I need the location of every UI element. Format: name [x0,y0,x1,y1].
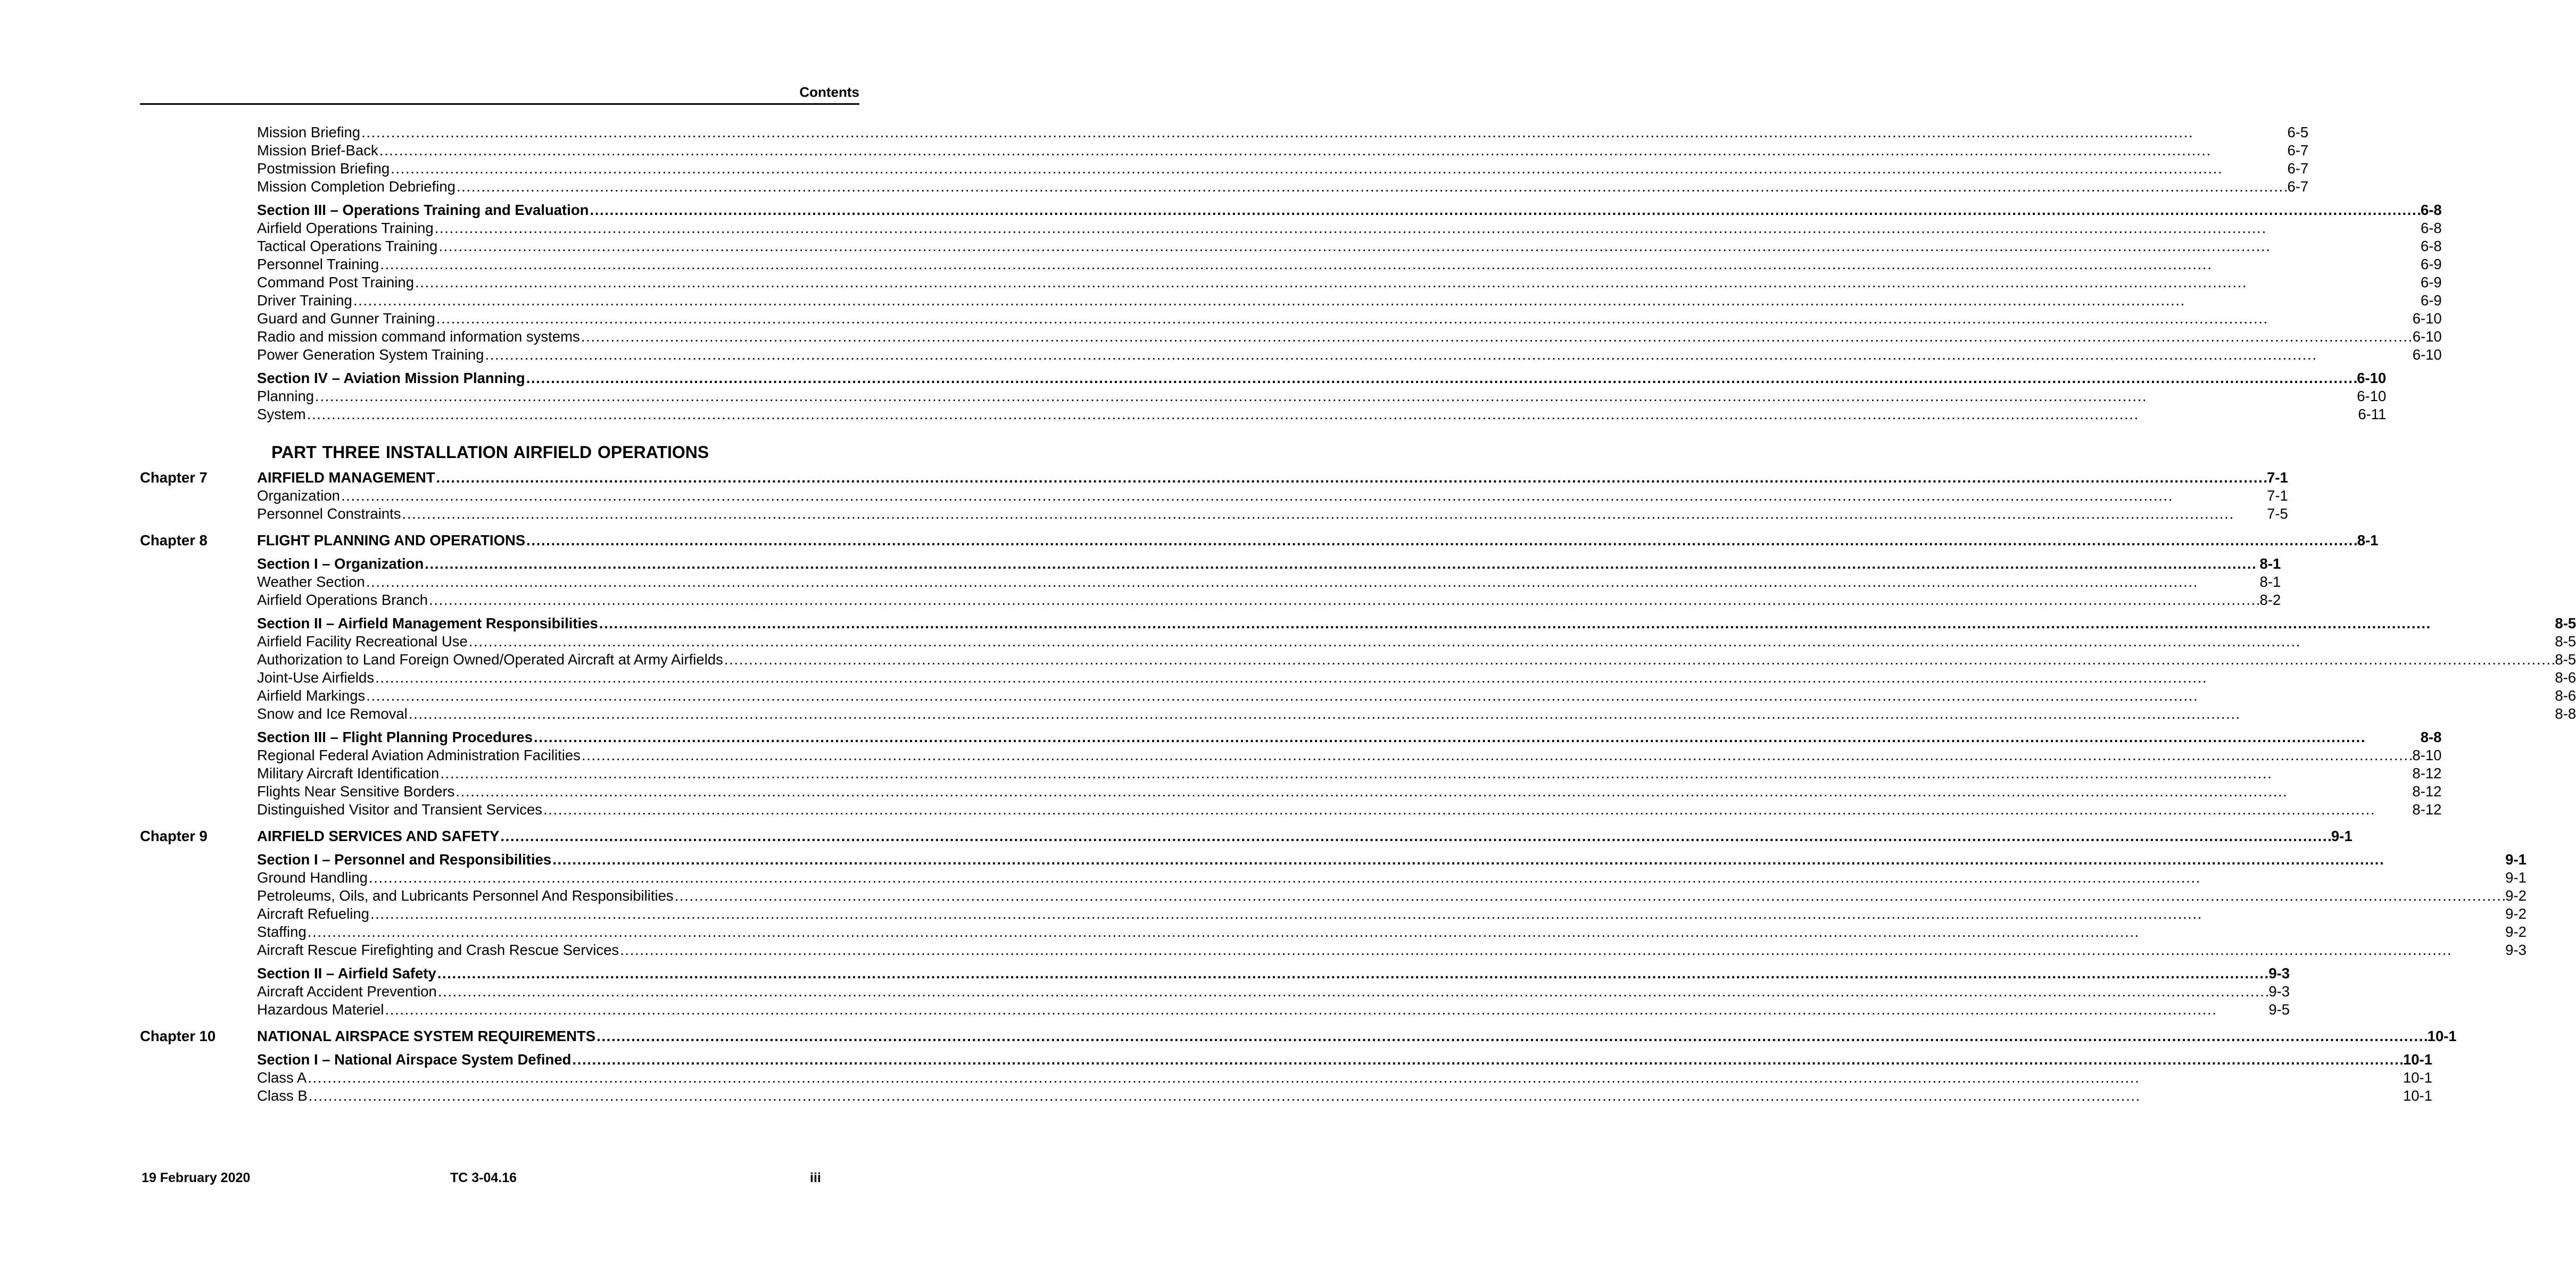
toc-entry[interactable] [257,328,2442,346]
entry-page: 8-2 [2259,592,2281,608]
entry-page: 8-1 [2259,573,2281,590]
toc-entry[interactable] [257,405,2386,423]
entry-page: 9-3 [2268,983,2290,1000]
entry-page: 6-10 [2357,388,2387,404]
toc-entry[interactable] [257,941,2527,959]
entry-page: 6-8 [2420,238,2442,254]
entry-page: 10-1 [2403,1069,2432,1086]
toc-section-heading[interactable] [257,1051,2432,1069]
entry-page: 8-10 [2412,747,2442,763]
entry-page: 6-10 [2412,328,2442,345]
toc-entry[interactable] [257,869,2527,887]
entry-title: Class B [257,1087,308,1104]
entry-page: 9-2 [2505,924,2527,940]
entries [257,1027,2457,1045]
toc-entry[interactable] [257,1087,2432,1105]
entry-title: Petroleums, Oils, and Lubricants Personnel And Responsibilities [257,887,674,904]
entry-title: Organization [257,487,340,504]
footer-document-id: TC 3-04.16 [450,1170,517,1185]
entry-page: 8-12 [2412,765,2442,781]
toc-entry[interactable] [257,273,2442,292]
chapter-label [140,1051,257,1105]
entry-page: 6-9 [2420,274,2442,290]
entry-title: Section III – Operations Training and Evaluation [257,202,589,218]
header-rule [140,103,859,105]
entry-title: Class A [257,1069,307,1086]
entry-page: 7-1 [2267,487,2288,504]
entry-title: Section IV – Aviation Mission Planning [257,370,525,386]
entry-page: 7-1 [2267,469,2288,486]
toc-group [140,123,2309,196]
toc-entry[interactable] [257,573,2281,591]
entry-page: 6-9 [2420,256,2442,272]
page-header-title: Contents [799,84,859,100]
toc-section-heading[interactable] [257,964,2290,983]
entry-page: 6-9 [2420,292,2442,309]
footer-date: 19 February 2020 [142,1170,251,1185]
entry-title: Section I – National Airspace System Defined [257,1051,571,1068]
entry-title: Command Post Training [257,274,414,290]
entry-title: Mission Briefing [257,124,361,140]
toc-entry[interactable] [257,505,2288,523]
chapter-label [140,851,257,959]
toc-section-heading[interactable] [257,614,2576,633]
toc-section-heading[interactable] [257,555,2281,573]
chapter-label [140,555,257,609]
toc-chapter-group [140,827,2353,845]
toc-section-heading[interactable] [257,851,2527,869]
entry-page: 6-8 [2420,220,2442,236]
toc-entry[interactable] [257,591,2281,609]
entry-title: Aircraft Rescue Firefighting and Crash Rescue Services [257,942,619,958]
toc-section-heading[interactable] [257,201,2442,219]
chapter-label [140,123,257,196]
entry-page: 8-12 [2412,783,2442,800]
entry-page: 10-1 [2403,1051,2432,1068]
toc-group [140,728,2442,819]
toc-group [140,369,2387,423]
entries [257,531,2378,550]
toc-group [140,614,2576,723]
entry-page: 8-8 [2420,729,2442,745]
toc-entry[interactable] [257,983,2290,1001]
entries [257,827,2353,845]
entry-page: 6-10 [2357,370,2387,386]
toc-entry[interactable] [257,123,2308,142]
entry-page: 9-2 [2505,905,2527,922]
toc-entry[interactable] [257,1069,2432,1087]
entry-title: System [257,406,306,422]
chapter-label [140,964,257,1019]
toc-entry[interactable] [257,160,2308,178]
entry-title: Section I – Personnel and Responsibilities [257,851,552,868]
toc-chapter-group [140,1027,2457,1045]
entry-title: Section II – Airfield Safety [257,965,436,982]
toc-entry[interactable] [257,687,2576,705]
toc-section-heading[interactable] [257,369,2386,387]
entry-page: 10-1 [2427,1028,2457,1044]
entry-page: 9-1 [2331,828,2353,844]
entry-title: Section I – Organization [257,555,424,572]
toc-chapter-group [140,469,2288,523]
entry-title: Tactical Operations Training [257,238,438,254]
entry-title: Airfield Operations Branch [257,592,428,608]
entry-title: Mission Brief-Back [257,142,378,159]
toc-entry[interactable] [257,705,2576,723]
toc-entry[interactable] [257,633,2576,651]
entry-title: Section II – Airfield Management Responsibilities [257,615,598,631]
chapter-label [140,728,257,819]
toc-entry[interactable] [257,310,2442,328]
entry-page: 8-8 [2555,705,2576,722]
toc-entry[interactable] [257,905,2527,923]
entry-title: Military Aircraft Identification [257,765,440,781]
footer-page-number: iii [810,1170,821,1185]
part-title: PART THREE INSTALLATION AIRFIELD OPERATIONS [271,443,709,462]
entry-title: Ground Handling [257,869,368,886]
toc-entry[interactable] [257,178,2308,196]
entry-title: Power Generation System Training [257,346,484,363]
entry-title: NATIONAL AIRSPACE SYSTEM REQUIREMENTS [257,1028,596,1044]
toc-entry[interactable] [257,219,2442,237]
toc-entry[interactable] [257,746,2441,764]
toc-entry[interactable] [257,387,2386,405]
entry-page: 8-5 [2555,651,2576,668]
toc-chapter-heading[interactable] [257,827,2353,845]
entry-title: Weather Section [257,573,365,590]
entries [257,728,2441,819]
entry-title: Aircraft Accident Prevention [257,983,437,1000]
entry-title: Flights Near Sensitive Borders [257,783,455,800]
entry-page: 8-6 [2555,687,2576,704]
entry-title: Section III – Flight Planning Procedures [257,729,533,745]
entry-title: Aircraft Refueling [257,905,369,922]
entries [257,614,2576,723]
entry-title: Hazardous Materiel [257,1001,384,1018]
toc-entry[interactable] [257,142,2308,160]
entry-title: Postmission Briefing [257,160,390,177]
entry-page: 9-5 [2268,1001,2290,1018]
toc-entry[interactable] [257,1001,2290,1019]
entry-page: 6-10 [2412,310,2442,327]
toc-entry[interactable] [257,801,2441,819]
toc-group [140,555,2281,609]
entry-page: 6-7 [2287,160,2309,177]
entry-page: 9-2 [2505,887,2527,904]
toc-chapter-heading[interactable] [257,531,2378,550]
toc-chapter-heading[interactable] [257,1027,2457,1045]
entry-title: AIRFIELD MANAGEMENT [257,469,435,486]
entry-page: 6-8 [2420,202,2442,218]
entry-title: Joint-Use Airfields [257,669,375,686]
toc-group [140,964,2290,1019]
chapter-label [140,369,257,423]
chapter-label: Chapter 8 [140,532,208,548]
toc-entry[interactable] [257,651,2576,669]
toc-entry[interactable] [257,255,2442,273]
entry-page: 8-12 [2412,801,2442,818]
toc-section-heading[interactable] [257,728,2441,746]
entries [257,555,2281,609]
toc-entry[interactable] [257,487,2288,505]
entry-title: Personnel Training [257,256,379,272]
chapter-label: Chapter 7 [140,469,208,486]
toc-entry[interactable] [257,237,2442,255]
toc-entry[interactable] [257,346,2442,364]
chapter-label [140,201,257,364]
entries [257,369,2386,423]
entry-page: 7-5 [2267,505,2288,522]
entry-page: 8-1 [2357,532,2379,548]
entries [257,469,2288,523]
entry-title: Personnel Constraints [257,505,401,522]
toc-group [140,201,2442,364]
toc-entry[interactable] [257,923,2527,941]
toc-entry[interactable] [257,764,2441,783]
entry-title: Authorization to Land Foreign Owned/Operated Aircraft at Army Airfields [257,651,723,668]
entries [257,201,2442,364]
entry-title: Airfield Operations Training [257,220,434,236]
entry-page: 9-1 [2505,851,2527,868]
toc-entry[interactable] [257,783,2441,801]
entry-page: 9-1 [2505,869,2527,886]
entry-page: 6-11 [2358,406,2387,422]
entry-page: 6-10 [2412,346,2442,363]
toc-chapter-heading[interactable] [257,469,2288,487]
toc-entry[interactable] [257,887,2527,905]
entry-title: Radio and mission command information systems [257,328,580,345]
entry-title: Mission Completion Debriefing [257,178,455,195]
entry-page: 10-1 [2403,1087,2432,1104]
entry-page: 6-7 [2287,142,2309,159]
entry-title: Regional Federal Aviation Administration Facilities [257,747,581,763]
entry-title: FLIGHT PLANNING AND OPERATIONS [257,532,526,548]
chapter-label [140,614,257,723]
entry-page: 6-7 [2287,178,2309,195]
chapter-label: Chapter 9 [140,828,208,844]
entries [257,1051,2432,1105]
chapter-label: Chapter 10 [140,1028,216,1044]
toc-chapter-group [140,531,2379,550]
entry-page: 8-6 [2555,669,2576,686]
entry-title: AIRFIELD SERVICES AND SAFETY [257,828,500,844]
toc-entry[interactable] [257,669,2576,687]
entry-title: Planning [257,388,314,404]
entry-title: Airfield Markings [257,687,366,704]
entry-title: Driver Training [257,292,352,309]
entry-page: 8-5 [2555,633,2576,650]
entry-page: 8-5 [2555,615,2576,631]
toc-group [140,1051,2432,1105]
toc-entry[interactable] [257,292,2442,310]
entries [257,851,2527,959]
entries [257,964,2290,1019]
entry-page: 9-3 [2268,965,2290,982]
entry-title: Snow and Ice Removal [257,705,408,722]
entries [257,123,2308,196]
toc-group [140,851,2527,959]
table-of-contents [140,123,2576,1105]
entry-title: Guard and Gunner Training [257,310,435,327]
entry-title: Airfield Facility Recreational Use [257,633,468,650]
entry-page: 9-3 [2505,942,2527,958]
entry-page: 8-1 [2259,555,2281,572]
entry-page: 6-5 [2287,124,2309,140]
entry-title: Distinguished Visitor and Transient Services [257,801,543,818]
entry-title: Staffing [257,924,307,940]
